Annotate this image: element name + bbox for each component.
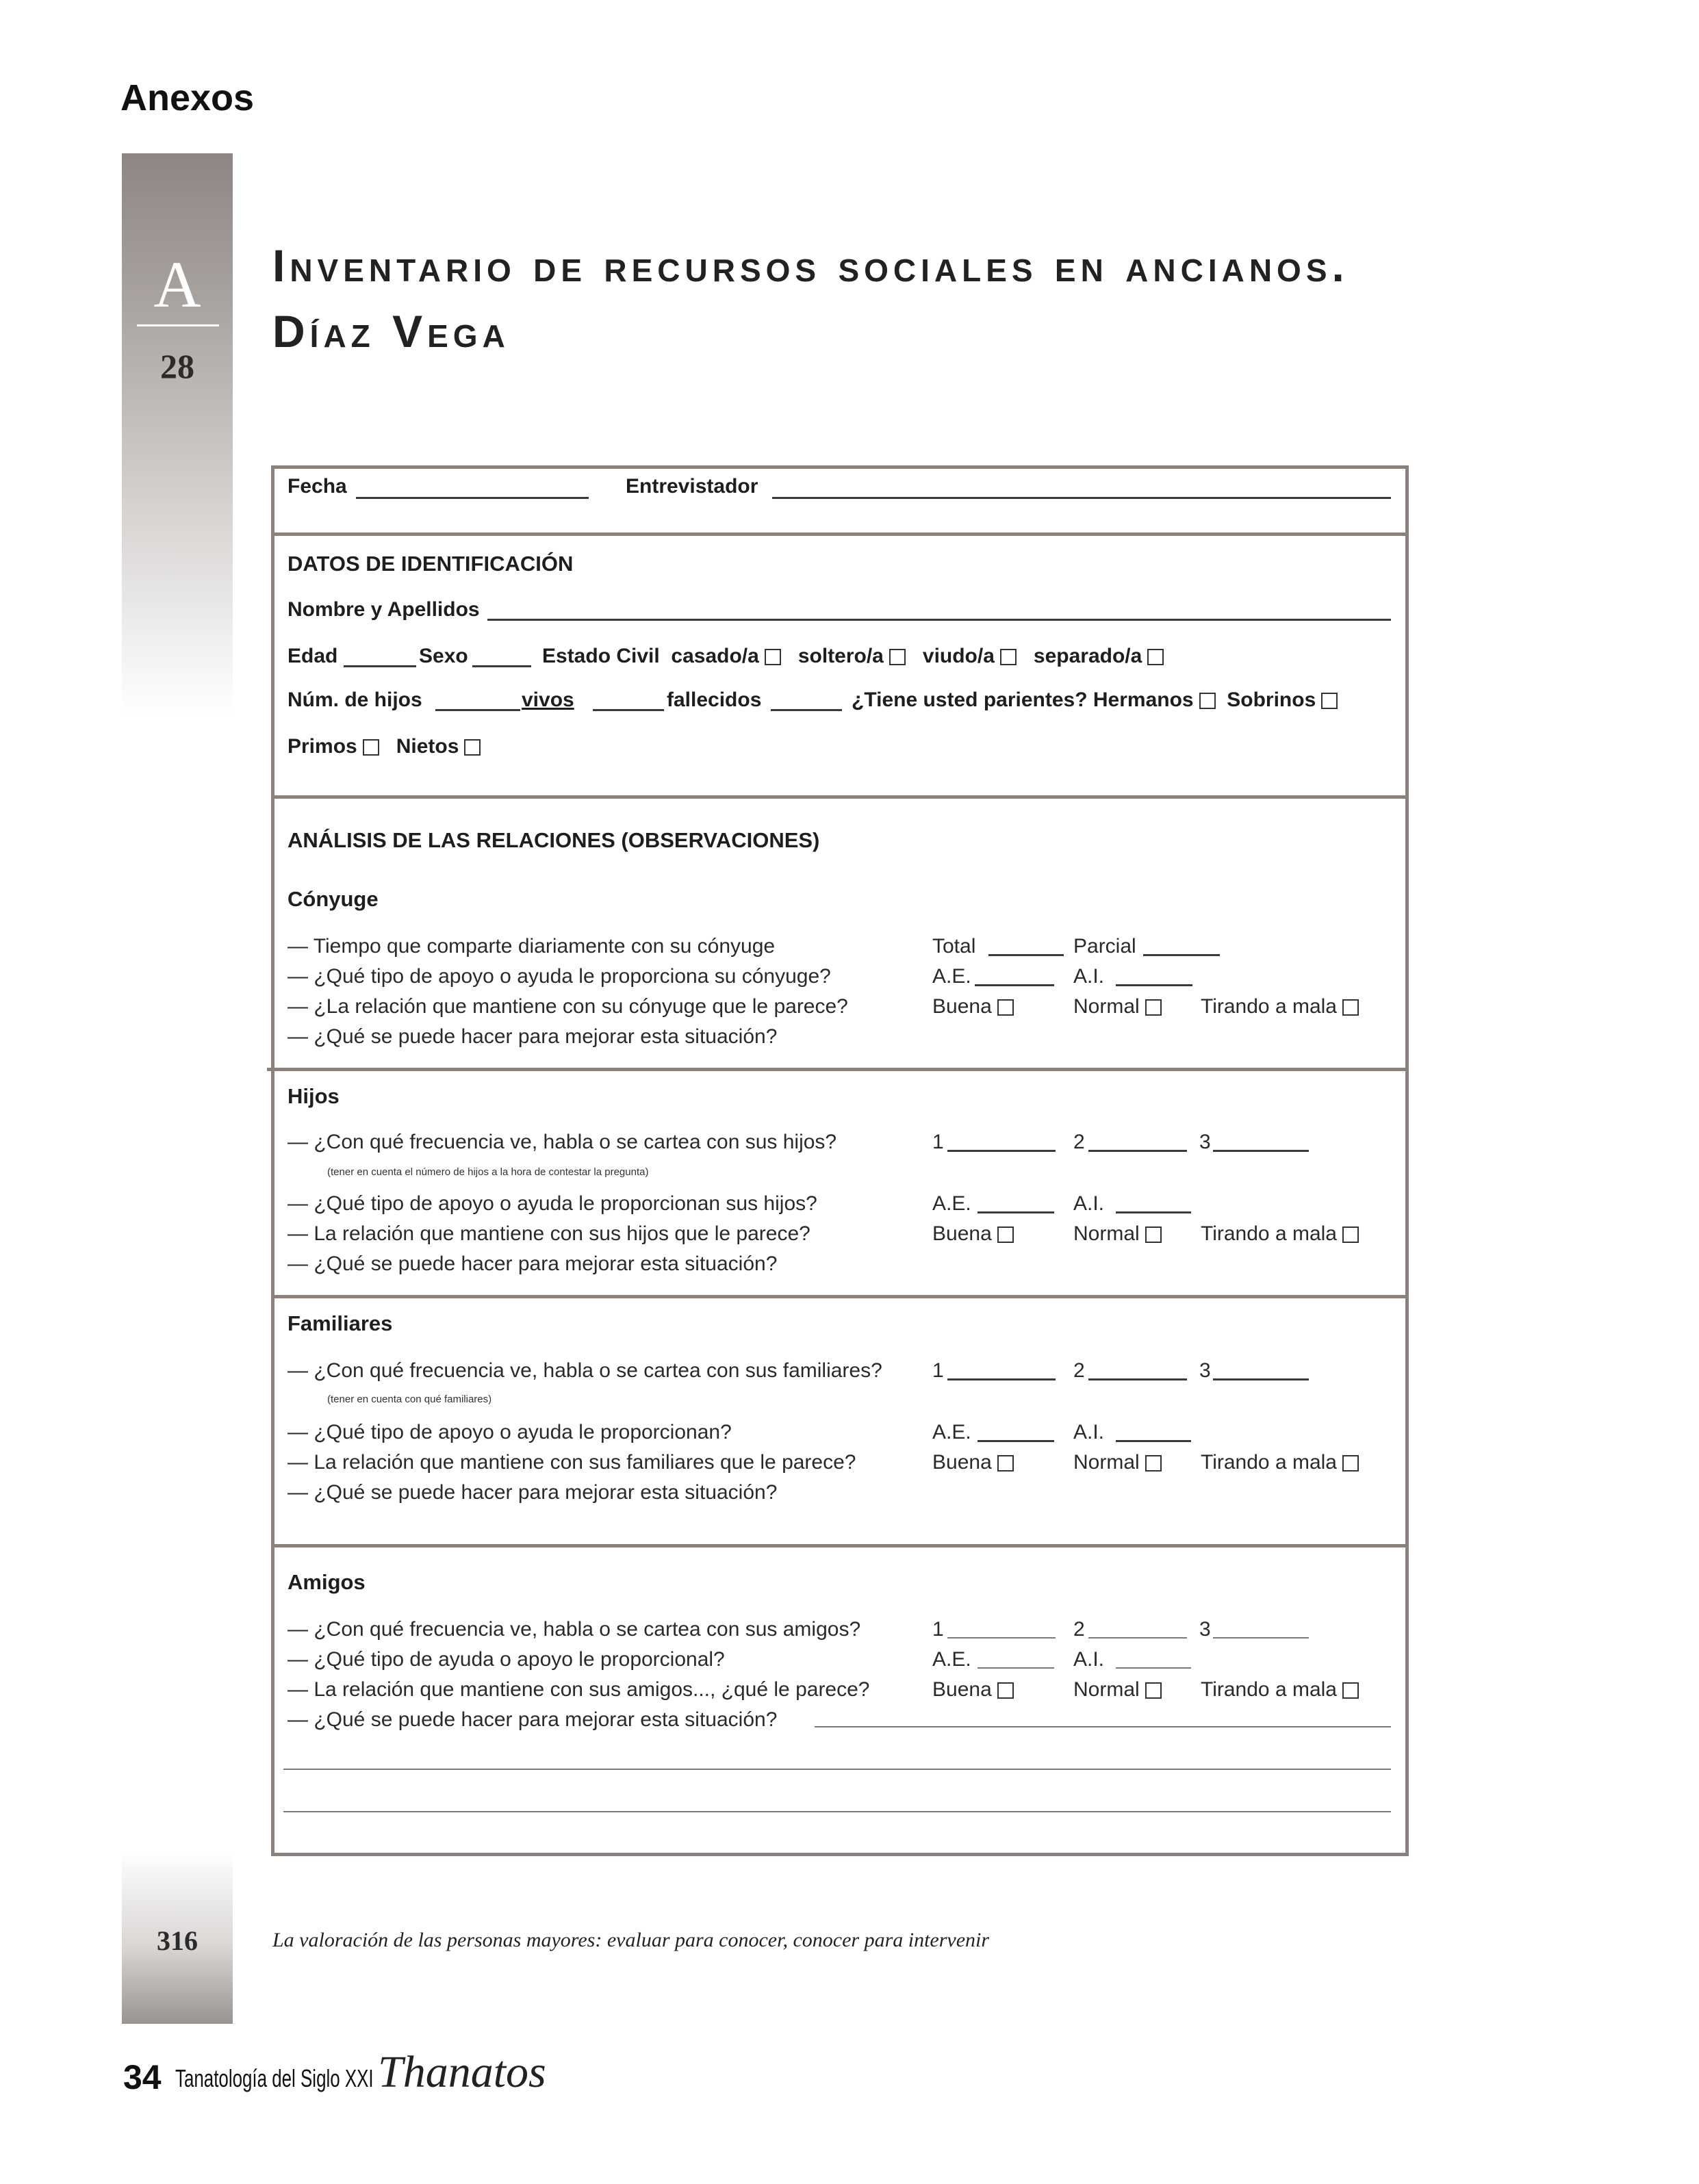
fallecidos-label: fallecidos bbox=[667, 689, 762, 711]
sexo-label: Sexo bbox=[419, 645, 468, 667]
casado-label: casado/a bbox=[671, 645, 759, 667]
conyuge-buena-option bbox=[932, 995, 1014, 1018]
familiares-2-field[interactable] bbox=[1088, 1378, 1187, 1380]
entrevistador-label: Entrevistador bbox=[626, 475, 758, 498]
hijos-question-1: — ¿Con qué frecuencia ve, habla o se cartea con sus hijos? bbox=[288, 1131, 837, 1153]
conyuge-normal-checkbox[interactable] bbox=[1145, 999, 1162, 1016]
amigos-notes-line[interactable] bbox=[283, 1769, 1391, 1770]
title-line-1: Inventario de recursos sociales en ancianos. bbox=[272, 240, 1349, 291]
amigos-normal-label: Normal bbox=[1073, 1678, 1140, 1701]
book-tagline: La valoración de las personas mayores: evaluar para conocer, conocer para intervenir bbox=[272, 1929, 990, 1951]
amigos-1-field[interactable] bbox=[947, 1637, 1056, 1639]
section-divider bbox=[271, 795, 1409, 799]
separado-label: separado/a bbox=[1033, 645, 1142, 667]
nombre-field[interactable] bbox=[487, 619, 1391, 621]
amigos-buena-label: Buena bbox=[932, 1678, 992, 1701]
familiares-buena-option bbox=[932, 1451, 1014, 1474]
amigos-buena-option bbox=[932, 1678, 1014, 1701]
vivos-label: vivos bbox=[522, 689, 574, 711]
annex-number: 28 bbox=[160, 347, 194, 385]
familiares-normal-checkbox[interactable] bbox=[1145, 1455, 1162, 1472]
soltero-checkbox[interactable] bbox=[889, 649, 906, 665]
amigos-notes-line[interactable] bbox=[283, 1811, 1391, 1812]
sexo-field[interactable] bbox=[472, 665, 531, 667]
hijos-ae-label: A.E. bbox=[932, 1192, 971, 1215]
familiares-note: (tener en cuenta con qué familiares) bbox=[327, 1393, 492, 1405]
annex-divider bbox=[137, 324, 219, 326]
amigos-3-field[interactable] bbox=[1213, 1637, 1309, 1639]
hijos-3-field[interactable] bbox=[1213, 1150, 1309, 1152]
conyuge-normal-label: Normal bbox=[1073, 995, 1140, 1018]
amigos-tirando-checkbox[interactable] bbox=[1342, 1682, 1359, 1699]
hijos-tirando-label: Tirando a mala bbox=[1201, 1222, 1337, 1245]
familiares-normal-option bbox=[1073, 1451, 1162, 1474]
conyuge-title: Cónyuge bbox=[288, 887, 379, 911]
viudo-label: viudo/a bbox=[922, 645, 995, 667]
amigos-2-field[interactable] bbox=[1088, 1637, 1187, 1639]
edad-field[interactable] bbox=[344, 665, 416, 667]
hijos-question-4: — ¿Qué se puede hacer para mejorar esta situación? bbox=[288, 1252, 778, 1275]
amigos-3-label: 3 bbox=[1199, 1618, 1211, 1641]
conyuge-tirando-option bbox=[1201, 995, 1359, 1018]
familiares-normal-label: Normal bbox=[1073, 1451, 1140, 1474]
parientes-label: ¿Tiene usted parientes? Hermanos bbox=[852, 689, 1194, 711]
hijos-normal-option bbox=[1073, 1222, 1162, 1246]
amigos-question-3: — La relación que mantiene con sus amigos..., ¿qué le parece? bbox=[288, 1678, 870, 1701]
familiares-title: Familiares bbox=[288, 1311, 393, 1335]
amigos-question-1: — ¿Con qué frecuencia ve, habla o se cartea con sus amigos? bbox=[288, 1618, 861, 1641]
fallecidos-field[interactable] bbox=[771, 709, 842, 711]
nombre-label: Nombre y Apellidos bbox=[288, 598, 480, 621]
hijos-1-label: 1 bbox=[932, 1131, 944, 1153]
familiares-buena-checkbox[interactable] bbox=[997, 1455, 1014, 1472]
conyuge-tirando-checkbox[interactable] bbox=[1342, 999, 1359, 1016]
separado-checkbox[interactable] bbox=[1147, 649, 1164, 665]
hermanos-checkbox[interactable] bbox=[1199, 693, 1216, 709]
casado-checkbox[interactable] bbox=[765, 649, 781, 665]
nietos-label: Nietos bbox=[396, 735, 459, 758]
hijos-buena-option bbox=[932, 1222, 1014, 1246]
hijos-note: (tener en cuenta el número de hijos a la hora de contestar la pregunta) bbox=[327, 1166, 649, 1178]
thanatos-logo: Thanatos bbox=[378, 2047, 546, 2097]
familiares-question-2: — ¿Qué tipo de apoyo o ayuda le proporcionan? bbox=[288, 1421, 732, 1443]
sobrinos-checkbox[interactable] bbox=[1321, 693, 1338, 709]
conyuge-parcial-label: Parcial bbox=[1073, 935, 1136, 958]
amigos-1-label: 1 bbox=[932, 1618, 944, 1641]
conyuge-total-field[interactable] bbox=[988, 954, 1064, 956]
amigos-buena-checkbox[interactable] bbox=[997, 1682, 1014, 1699]
analisis-heading: ANÁLISIS DE LAS RELACIONES (OBSERVACIONES) bbox=[288, 828, 820, 852]
identificacion-heading: DATOS DE IDENTIFICACIÓN bbox=[288, 552, 574, 576]
nietos-checkbox[interactable] bbox=[464, 739, 481, 756]
familiares-ae-label: A.E. bbox=[932, 1421, 971, 1443]
section-divider bbox=[271, 1544, 1409, 1547]
hijos-question-2: — ¿Qué tipo de apoyo o ayuda le proporcionan sus hijos? bbox=[288, 1192, 817, 1215]
conyuge-parcial-field[interactable] bbox=[1143, 954, 1220, 956]
hijos-question-3: — La relación que mantiene con sus hijos que le parece? bbox=[288, 1222, 810, 1245]
fallecidos-count-field[interactable] bbox=[593, 709, 664, 711]
num-hijos-field[interactable] bbox=[435, 709, 520, 711]
amigos-mejora-field[interactable] bbox=[815, 1726, 1391, 1727]
hijos-2-field[interactable] bbox=[1088, 1150, 1187, 1152]
section-divider bbox=[271, 532, 1409, 536]
section-divider bbox=[271, 1295, 1409, 1298]
conyuge-ai-field[interactable] bbox=[1116, 984, 1192, 986]
hijos-title: Hijos bbox=[288, 1084, 340, 1108]
amigos-question-2: — ¿Qué tipo de ayuda o apoyo le proporcional? bbox=[288, 1648, 725, 1671]
conyuge-buena-label: Buena bbox=[932, 995, 992, 1018]
section-header: Anexos bbox=[120, 77, 255, 118]
familiares-tirando-checkbox[interactable] bbox=[1342, 1455, 1359, 1472]
entrevistador-field[interactable] bbox=[772, 497, 1391, 499]
conyuge-question-4: — ¿Qué se puede hacer para mejorar esta situación? bbox=[288, 1025, 778, 1048]
familiares-question-3: — La relación que mantiene con sus familiares que le parece? bbox=[288, 1451, 856, 1474]
annex-side-band bbox=[122, 153, 233, 2024]
conyuge-ae-field[interactable] bbox=[975, 984, 1054, 986]
estado-civil-row bbox=[542, 645, 1164, 668]
familiares-3-field[interactable] bbox=[1213, 1378, 1309, 1380]
page-number: 34 bbox=[123, 2058, 162, 2096]
amigos-ai-field[interactable] bbox=[1116, 1667, 1191, 1669]
fecha-label: Fecha bbox=[288, 475, 347, 498]
fecha-field[interactable] bbox=[356, 497, 589, 499]
amigos-question-4: — ¿Qué se puede hacer para mejorar esta situación? bbox=[288, 1708, 778, 1731]
hijos-ae-field[interactable] bbox=[978, 1211, 1054, 1213]
hijos-3-label: 3 bbox=[1199, 1131, 1211, 1153]
conyuge-question-2: — ¿Qué tipo de apoyo o ayuda le proporciona su cónyuge? bbox=[288, 965, 831, 988]
conyuge-buena-checkbox[interactable] bbox=[997, 999, 1014, 1016]
amigos-title: Amigos bbox=[288, 1570, 366, 1594]
conyuge-question-3: — ¿La relación que mantiene con su cónyuge que le parece? bbox=[288, 995, 848, 1018]
conyuge-normal-option bbox=[1073, 995, 1162, 1018]
familiares-tirando-label: Tirando a mala bbox=[1201, 1451, 1337, 1474]
amigos-tirando-label: Tirando a mala bbox=[1201, 1678, 1337, 1701]
conyuge-total-label: Total bbox=[932, 935, 976, 958]
familiares-buena-label: Buena bbox=[932, 1451, 992, 1474]
parientes-row bbox=[852, 689, 1338, 712]
sobrinos-label: Sobrinos bbox=[1227, 689, 1316, 711]
familiares-ai-field[interactable] bbox=[1116, 1440, 1191, 1442]
amigos-ai-label: A.I. bbox=[1073, 1648, 1105, 1671]
hijos-2-label: 2 bbox=[1073, 1131, 1085, 1153]
familiares-1-field[interactable] bbox=[947, 1378, 1056, 1380]
familiares-question-4: — ¿Qué se puede hacer para mejorar esta situación? bbox=[288, 1481, 778, 1504]
edad-label: Edad bbox=[288, 645, 338, 667]
amigos-tirando-option bbox=[1201, 1678, 1359, 1701]
familiares-ai-label: A.I. bbox=[1073, 1421, 1105, 1443]
primos-label: Primos bbox=[288, 735, 357, 758]
viudo-checkbox[interactable] bbox=[1000, 649, 1017, 665]
primos-checkbox[interactable] bbox=[363, 739, 379, 756]
document-title bbox=[272, 233, 1505, 364]
num-hijos-label: Núm. de hijos bbox=[288, 689, 422, 711]
conyuge-ai-label: A.I. bbox=[1073, 965, 1105, 988]
amigos-2-label: 2 bbox=[1073, 1618, 1085, 1641]
hijos-normal-label: Normal bbox=[1073, 1222, 1140, 1245]
familiares-ae-field[interactable] bbox=[978, 1440, 1054, 1442]
familiares-3-label: 3 bbox=[1199, 1359, 1211, 1382]
estado-civil-label: Estado Civil bbox=[542, 645, 660, 667]
conyuge-question-1: — Tiempo que comparte diariamente con su cónyuge bbox=[288, 935, 776, 958]
hijos-1-field[interactable] bbox=[947, 1150, 1056, 1152]
hijos-buena-label: Buena bbox=[932, 1222, 992, 1245]
hijos-tirando-option bbox=[1201, 1222, 1359, 1246]
amigos-ae-label: A.E. bbox=[932, 1648, 971, 1671]
familiares-tirando-option bbox=[1201, 1451, 1359, 1474]
conyuge-ae-label: A.E. bbox=[932, 965, 971, 988]
section-divider bbox=[267, 1068, 1409, 1071]
title-line-2: Díaz Vega bbox=[272, 306, 510, 357]
primos-nietos-row bbox=[288, 735, 481, 758]
annex-letter: A bbox=[153, 248, 201, 321]
amigos-normal-option bbox=[1073, 1678, 1162, 1701]
hijos-ai-field[interactable] bbox=[1116, 1211, 1191, 1213]
hijos-buena-checkbox[interactable] bbox=[997, 1226, 1014, 1243]
familiares-1-label: 1 bbox=[932, 1359, 944, 1382]
amigos-ae-field[interactable] bbox=[978, 1667, 1054, 1669]
publication-name: Tanatología del Siglo XXI bbox=[175, 2064, 374, 2092]
hijos-tirando-checkbox[interactable] bbox=[1342, 1226, 1359, 1243]
familiares-question-1: — ¿Con qué frecuencia ve, habla o se cartea con sus familiares? bbox=[288, 1359, 882, 1382]
hijos-normal-checkbox[interactable] bbox=[1145, 1226, 1162, 1243]
soltero-label: soltero/a bbox=[797, 645, 884, 667]
conyuge-tirando-label: Tirando a mala bbox=[1201, 995, 1337, 1018]
familiares-2-label: 2 bbox=[1073, 1359, 1085, 1382]
inner-page-number: 316 bbox=[157, 1925, 198, 1956]
amigos-normal-checkbox[interactable] bbox=[1145, 1682, 1162, 1699]
hijos-ai-label: A.I. bbox=[1073, 1192, 1105, 1215]
